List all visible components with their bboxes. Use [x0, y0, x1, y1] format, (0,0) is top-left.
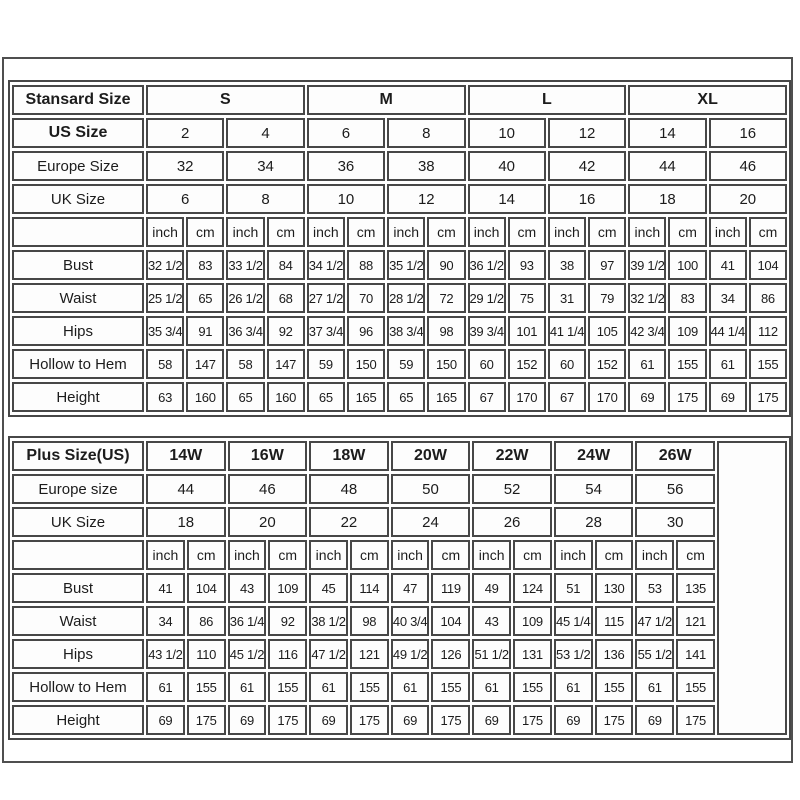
measure-value: 105	[588, 316, 626, 346]
measure-value: 170	[588, 382, 626, 412]
standard-size-table	[8, 80, 791, 417]
measure-value: 58	[146, 349, 184, 379]
row-label: Hollow to Hem	[12, 349, 144, 379]
plus-size-table	[8, 436, 791, 740]
measure-value: 104	[187, 573, 226, 603]
unit-label: inch	[554, 540, 593, 570]
size-group-header: XL	[628, 85, 787, 115]
measure-value: 170	[508, 382, 546, 412]
measure-value: 175	[513, 705, 552, 735]
measure-value: 100	[668, 250, 706, 280]
measure-value: 115	[595, 606, 634, 636]
measure-value: 59	[387, 349, 425, 379]
unit-label: inch	[635, 540, 674, 570]
measure-value: 47 1/2	[309, 639, 348, 669]
measure-value: 65	[186, 283, 224, 313]
measure-value: 41 1/4	[548, 316, 586, 346]
measure-value: 175	[668, 382, 706, 412]
size-value: 44	[628, 151, 706, 181]
size-value: 40	[468, 151, 546, 181]
measure-value: 60	[468, 349, 506, 379]
measure-value: 39 1/2	[628, 250, 666, 280]
unit-label: cm	[350, 540, 389, 570]
size-group-header: 26W	[635, 441, 715, 471]
size-value: 14	[628, 118, 706, 148]
row-label: Waist	[12, 283, 144, 313]
unit-label: cm	[588, 217, 626, 247]
unit-label: inch	[226, 217, 264, 247]
measure-value: 63	[146, 382, 184, 412]
measure-value: 155	[187, 672, 226, 702]
measure-value: 35 1/2	[387, 250, 425, 280]
measure-value: 109	[668, 316, 706, 346]
size-value: 52	[472, 474, 552, 504]
row-label: Height	[12, 705, 144, 735]
row-label: UK Size	[12, 184, 144, 214]
size-group-header: 14W	[146, 441, 226, 471]
measure-value: 86	[749, 283, 787, 313]
measure-value: 37 3/4	[307, 316, 345, 346]
measure-value: 152	[588, 349, 626, 379]
unit-label: inch	[468, 217, 506, 247]
measure-value: 68	[267, 283, 305, 313]
measure-value: 101	[508, 316, 546, 346]
unit-label: inch	[307, 217, 345, 247]
measure-value: 175	[749, 382, 787, 412]
measure-value: 175	[187, 705, 226, 735]
measure-value: 69	[709, 382, 747, 412]
size-value: 54	[554, 474, 634, 504]
measure-value: 69	[472, 705, 511, 735]
measure-value: 55 1/2	[635, 639, 674, 669]
measure-value: 155	[431, 672, 470, 702]
size-group-header: L	[468, 85, 627, 115]
measure-value: 32 1/2	[146, 250, 184, 280]
measure-value: 38	[548, 250, 586, 280]
measure-value: 160	[267, 382, 305, 412]
measure-value: 33 1/2	[226, 250, 264, 280]
unit-label: cm	[187, 540, 226, 570]
measure-value: 155	[595, 672, 634, 702]
size-value: 26	[472, 507, 552, 537]
measure-value: 32 1/2	[628, 283, 666, 313]
measure-value: 175	[350, 705, 389, 735]
measure-value: 28 1/2	[387, 283, 425, 313]
measure-value: 147	[186, 349, 224, 379]
measure-value: 42 3/4	[628, 316, 666, 346]
measure-value: 130	[595, 573, 634, 603]
empty-cell	[717, 441, 787, 735]
unit-row-blank-cell	[12, 540, 144, 570]
size-value: 14	[468, 184, 546, 214]
table-header-label: Plus Size(US)	[12, 441, 144, 471]
unit-label: inch	[146, 540, 185, 570]
size-group-header: 16W	[228, 441, 308, 471]
measure-value: 45	[309, 573, 348, 603]
measure-value: 88	[347, 250, 385, 280]
size-chart-frame	[2, 57, 793, 763]
size-group-header: 18W	[309, 441, 389, 471]
measure-value: 47	[391, 573, 430, 603]
size-value: 6	[307, 118, 385, 148]
measure-value: 79	[588, 283, 626, 313]
measure-value: 45 1/2	[228, 639, 267, 669]
measure-value: 165	[347, 382, 385, 412]
measure-value: 36 3/4	[226, 316, 264, 346]
row-label: Europe Size	[12, 151, 144, 181]
measure-value: 112	[749, 316, 787, 346]
unit-label: cm	[508, 217, 546, 247]
measure-value: 44 1/4	[709, 316, 747, 346]
measure-value: 175	[595, 705, 634, 735]
measure-value: 61	[146, 672, 185, 702]
measure-value: 121	[350, 639, 389, 669]
measure-value: 131	[513, 639, 552, 669]
measure-value: 36 1/4	[228, 606, 267, 636]
measure-value: 34	[709, 283, 747, 313]
unit-label: cm	[513, 540, 552, 570]
size-value: 12	[387, 184, 465, 214]
measure-value: 93	[508, 250, 546, 280]
measure-value: 51 1/2	[472, 639, 511, 669]
size-value: 24	[391, 507, 471, 537]
size-value: 42	[548, 151, 626, 181]
unit-label: cm	[431, 540, 470, 570]
measure-value: 155	[350, 672, 389, 702]
measure-value: 35 3/4	[146, 316, 184, 346]
row-label: Hollow to Hem	[12, 672, 144, 702]
size-value: 36	[307, 151, 385, 181]
measure-value: 34	[146, 606, 185, 636]
measure-value: 69	[554, 705, 593, 735]
unit-label: cm	[676, 540, 715, 570]
measure-value: 92	[268, 606, 307, 636]
unit-label: cm	[347, 217, 385, 247]
row-label: UK Size	[12, 507, 144, 537]
measure-value: 124	[513, 573, 552, 603]
size-value: 20	[709, 184, 787, 214]
measure-value: 38 1/2	[309, 606, 348, 636]
measure-value: 69	[228, 705, 267, 735]
measure-value: 69	[146, 705, 185, 735]
measure-value: 97	[588, 250, 626, 280]
size-value: 16	[709, 118, 787, 148]
unit-label: cm	[186, 217, 224, 247]
unit-row-blank-cell	[12, 217, 144, 247]
measure-value: 98	[427, 316, 465, 346]
size-value: 56	[635, 474, 715, 504]
row-label: Bust	[12, 250, 144, 280]
measure-value: 41	[709, 250, 747, 280]
measure-value: 34 1/2	[307, 250, 345, 280]
unit-label: cm	[427, 217, 465, 247]
measure-value: 47 1/2	[635, 606, 674, 636]
row-label: US Size	[12, 118, 144, 148]
measure-value: 175	[676, 705, 715, 735]
measure-value: 61	[391, 672, 430, 702]
size-value: 28	[554, 507, 634, 537]
size-value: 44	[146, 474, 226, 504]
measure-value: 25 1/2	[146, 283, 184, 313]
size-group-header: S	[146, 85, 305, 115]
measure-value: 160	[186, 382, 224, 412]
measure-value: 109	[268, 573, 307, 603]
size-value: 4	[226, 118, 304, 148]
measure-value: 69	[309, 705, 348, 735]
measure-value: 72	[427, 283, 465, 313]
measure-value: 175	[431, 705, 470, 735]
measure-value: 136	[595, 639, 634, 669]
measure-value: 141	[676, 639, 715, 669]
measure-value: 58	[226, 349, 264, 379]
measure-value: 45 1/4	[554, 606, 593, 636]
size-value: 8	[387, 118, 465, 148]
measure-value: 165	[427, 382, 465, 412]
measure-value: 96	[347, 316, 385, 346]
measure-value: 155	[513, 672, 552, 702]
row-label: Bust	[12, 573, 144, 603]
measure-value: 69	[391, 705, 430, 735]
measure-value: 29 1/2	[468, 283, 506, 313]
measure-value: 104	[749, 250, 787, 280]
measure-value: 65	[307, 382, 345, 412]
measure-value: 155	[676, 672, 715, 702]
measure-value: 49 1/2	[391, 639, 430, 669]
measure-value: 59	[307, 349, 345, 379]
unit-label: inch	[472, 540, 511, 570]
size-group-header: M	[307, 85, 466, 115]
measure-value: 109	[513, 606, 552, 636]
row-label: Hips	[12, 639, 144, 669]
measure-value: 126	[431, 639, 470, 669]
unit-label: inch	[391, 540, 430, 570]
measure-value: 27 1/2	[307, 283, 345, 313]
measure-value: 31	[548, 283, 586, 313]
size-value: 6	[146, 184, 224, 214]
measure-value: 83	[668, 283, 706, 313]
measure-value: 70	[347, 283, 385, 313]
size-value: 12	[548, 118, 626, 148]
row-label: Hips	[12, 316, 144, 346]
measure-value: 26 1/2	[226, 283, 264, 313]
measure-value: 147	[267, 349, 305, 379]
measure-value: 67	[548, 382, 586, 412]
measure-value: 150	[347, 349, 385, 379]
measure-value: 61	[635, 672, 674, 702]
size-value: 18	[628, 184, 706, 214]
unit-label: cm	[595, 540, 634, 570]
measure-value: 67	[468, 382, 506, 412]
unit-label: inch	[709, 217, 747, 247]
measure-value: 150	[427, 349, 465, 379]
size-value: 20	[228, 507, 308, 537]
size-group-header: 24W	[554, 441, 634, 471]
measure-value: 65	[387, 382, 425, 412]
unit-label: inch	[146, 217, 184, 247]
measure-value: 91	[186, 316, 224, 346]
measure-value: 98	[350, 606, 389, 636]
measure-value: 114	[350, 573, 389, 603]
measure-value: 84	[267, 250, 305, 280]
measure-value: 155	[268, 672, 307, 702]
measure-value: 43 1/2	[146, 639, 185, 669]
measure-value: 41	[146, 573, 185, 603]
measure-value: 121	[676, 606, 715, 636]
size-value: 46	[709, 151, 787, 181]
measure-value: 40 3/4	[391, 606, 430, 636]
size-value: 10	[468, 118, 546, 148]
measure-value: 69	[628, 382, 666, 412]
measure-value: 43	[472, 606, 511, 636]
measure-value: 92	[267, 316, 305, 346]
row-label: Height	[12, 382, 144, 412]
measure-value: 39 3/4	[468, 316, 506, 346]
unit-label: inch	[548, 217, 586, 247]
size-value: 32	[146, 151, 224, 181]
size-value: 2	[146, 118, 224, 148]
measure-value: 104	[431, 606, 470, 636]
row-label: Europe size	[12, 474, 144, 504]
unit-label: inch	[228, 540, 267, 570]
measure-value: 53 1/2	[554, 639, 593, 669]
measure-value: 90	[427, 250, 465, 280]
unit-label: cm	[268, 540, 307, 570]
size-group-header: 22W	[472, 441, 552, 471]
table-header-label: Stansard Size	[12, 85, 144, 115]
measure-value: 69	[635, 705, 674, 735]
measure-value: 75	[508, 283, 546, 313]
measure-value: 61	[709, 349, 747, 379]
measure-value: 61	[554, 672, 593, 702]
size-value: 10	[307, 184, 385, 214]
measure-value: 135	[676, 573, 715, 603]
measure-value: 38 3/4	[387, 316, 425, 346]
measure-value: 119	[431, 573, 470, 603]
size-value: 34	[226, 151, 304, 181]
unit-label: cm	[668, 217, 706, 247]
row-label: Waist	[12, 606, 144, 636]
measure-value: 116	[268, 639, 307, 669]
measure-value: 175	[268, 705, 307, 735]
measure-value: 61	[309, 672, 348, 702]
size-value: 48	[309, 474, 389, 504]
measure-value: 53	[635, 573, 674, 603]
unit-label: inch	[309, 540, 348, 570]
unit-label: cm	[749, 217, 787, 247]
measure-value: 155	[749, 349, 787, 379]
size-value: 30	[635, 507, 715, 537]
size-group-header: 20W	[391, 441, 471, 471]
measure-value: 110	[187, 639, 226, 669]
measure-value: 61	[228, 672, 267, 702]
measure-value: 65	[226, 382, 264, 412]
measure-value: 152	[508, 349, 546, 379]
size-value: 38	[387, 151, 465, 181]
size-value: 8	[226, 184, 304, 214]
measure-value: 83	[186, 250, 224, 280]
measure-value: 60	[548, 349, 586, 379]
measure-value: 61	[472, 672, 511, 702]
unit-label: inch	[628, 217, 666, 247]
size-value: 16	[548, 184, 626, 214]
size-value: 18	[146, 507, 226, 537]
size-value: 46	[228, 474, 308, 504]
unit-label: inch	[387, 217, 425, 247]
size-value: 50	[391, 474, 471, 504]
measure-value: 61	[628, 349, 666, 379]
measure-value: 51	[554, 573, 593, 603]
size-value: 22	[309, 507, 389, 537]
measure-value: 36 1/2	[468, 250, 506, 280]
measure-value: 43	[228, 573, 267, 603]
measure-value: 155	[668, 349, 706, 379]
unit-label: cm	[267, 217, 305, 247]
measure-value: 49	[472, 573, 511, 603]
measure-value: 86	[187, 606, 226, 636]
